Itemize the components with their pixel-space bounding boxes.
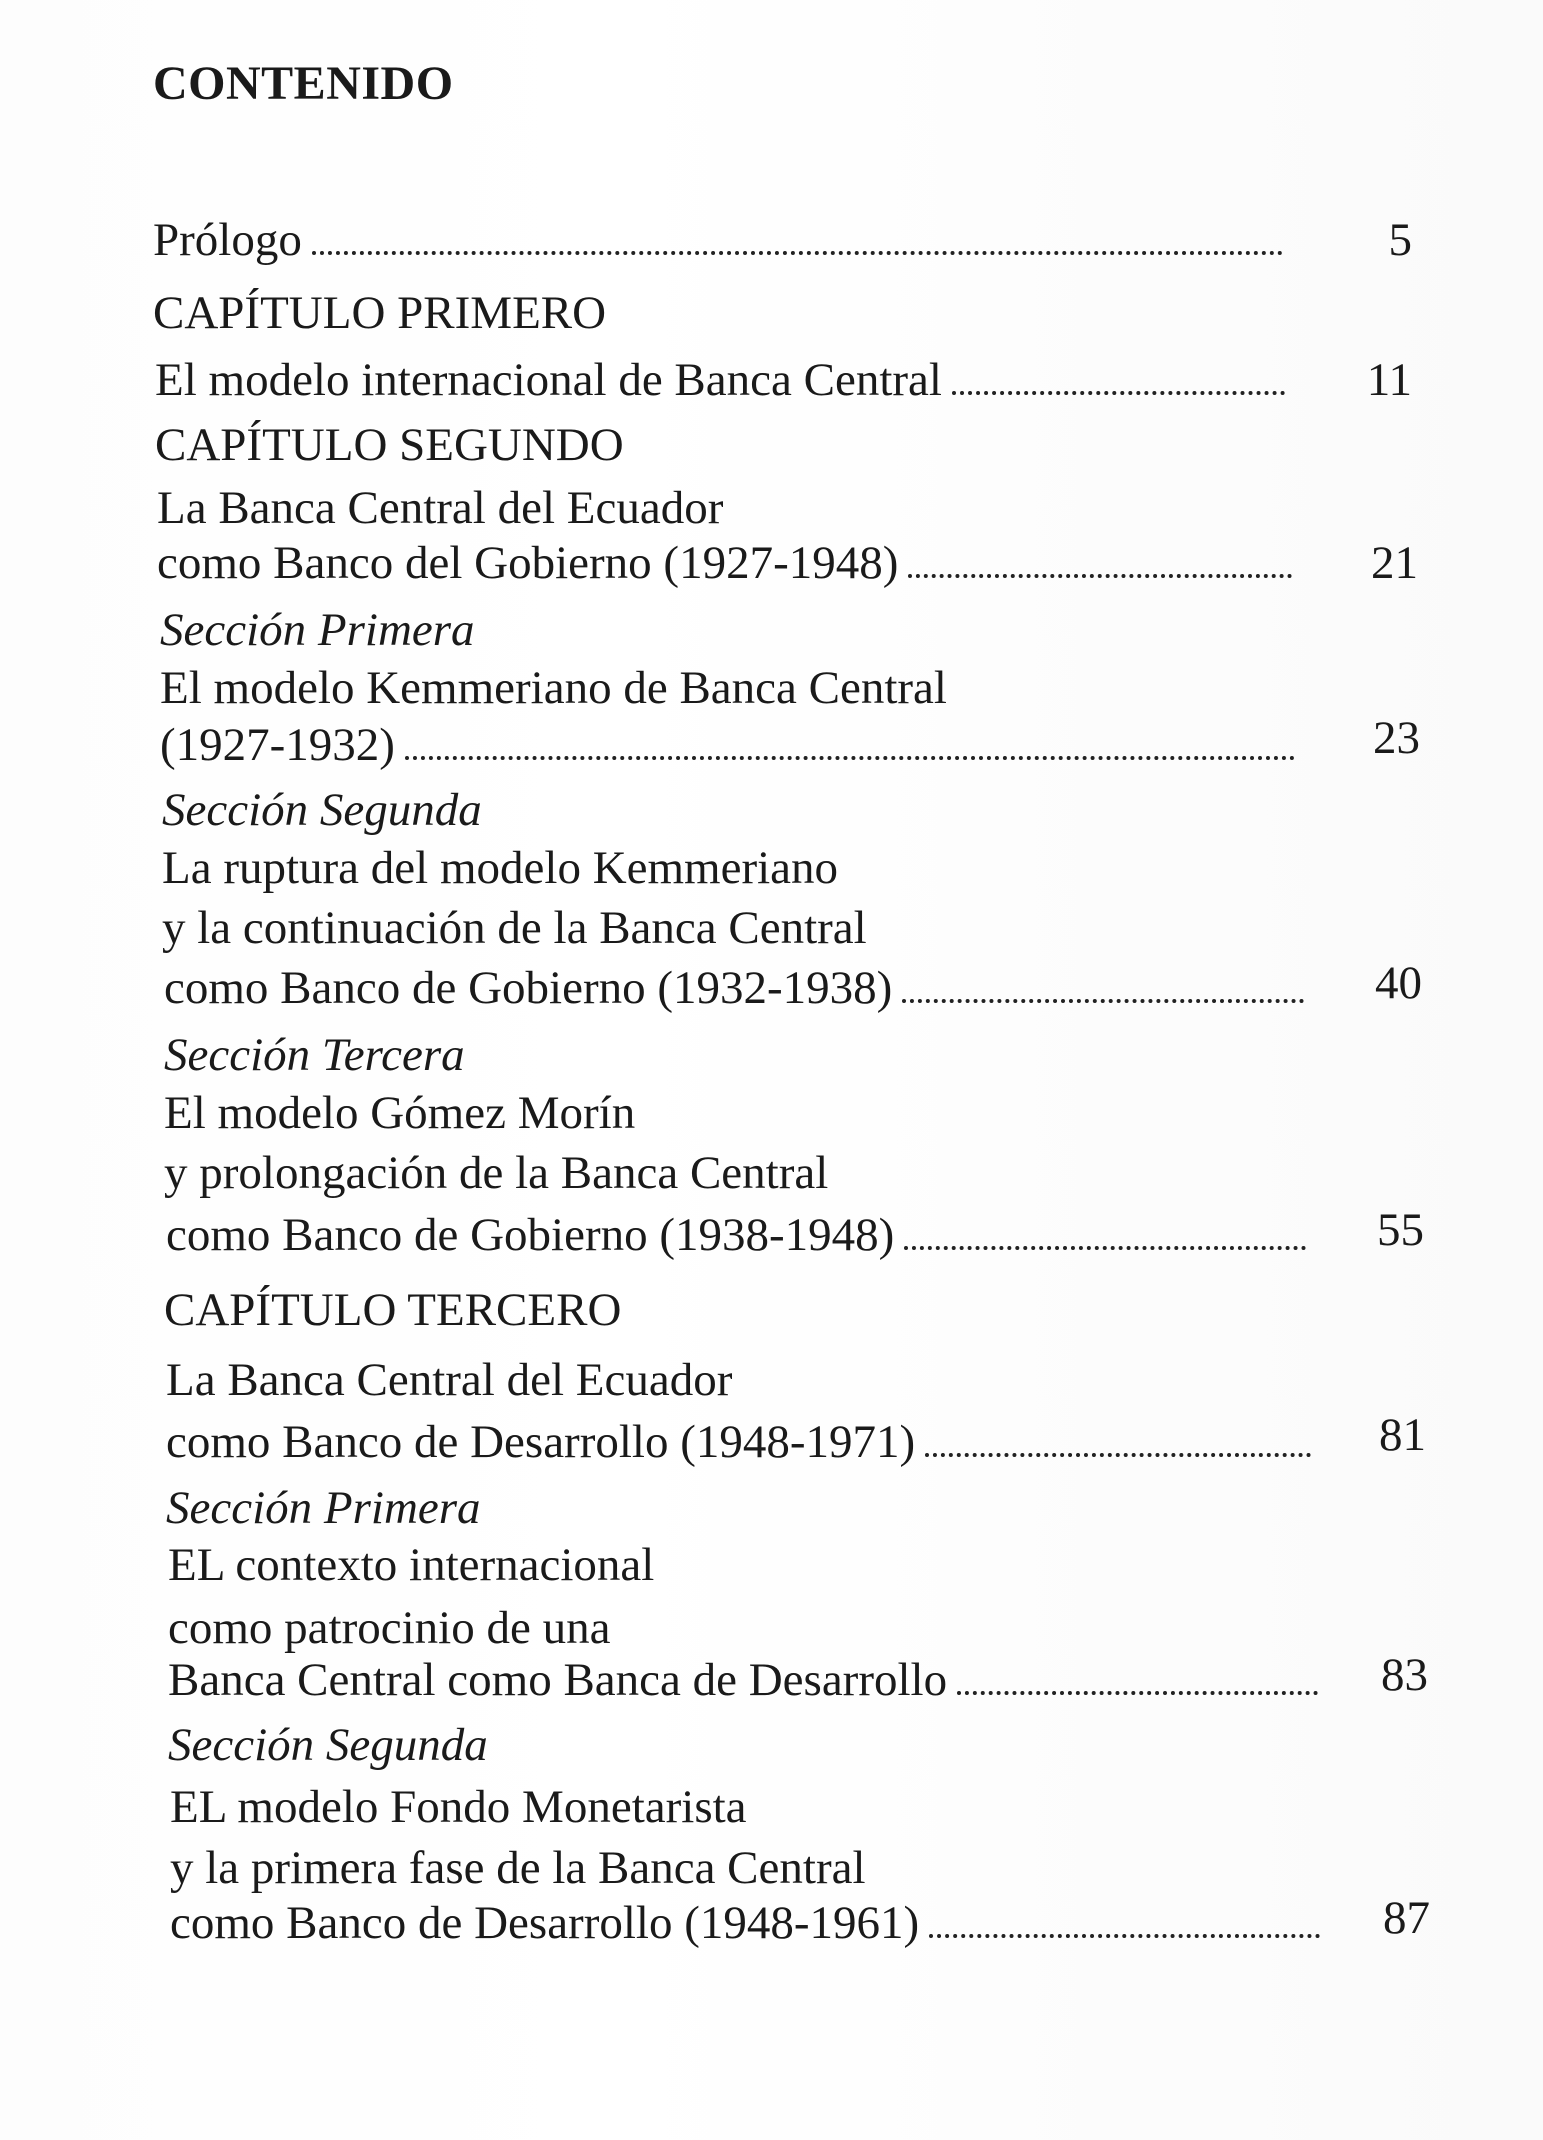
toc-entry bbox=[155, 350, 1295, 410]
section-heading: Sección Tercera bbox=[164, 1029, 465, 1081]
toc-line: La ruptura del modelo Kemmeriano bbox=[162, 842, 839, 894]
dot-leader bbox=[312, 251, 1283, 255]
toc-line: El modelo Gómez Morín bbox=[164, 1087, 636, 1139]
dot-leader bbox=[957, 1691, 1318, 1695]
section-heading: Sección Primera bbox=[160, 604, 475, 656]
toc-entry bbox=[160, 715, 1305, 775]
toc-line: y prolongación de la Banca Central bbox=[164, 1147, 829, 1199]
chapter-heading: CAPÍTULO PRIMERO bbox=[153, 287, 607, 339]
toc-page-number: 83 bbox=[1381, 1649, 1428, 1701]
toc-page-number: 81 bbox=[1379, 1409, 1426, 1461]
toc-entry-prologo bbox=[153, 210, 1293, 270]
toc-line: La Banca Central del Ecuador bbox=[166, 1354, 733, 1406]
dot-leader bbox=[405, 756, 1295, 760]
toc-line: y la continuación de la Banca Central bbox=[162, 902, 867, 954]
toc-entry bbox=[168, 1650, 1328, 1710]
dot-leader bbox=[925, 1453, 1311, 1457]
dot-leader bbox=[952, 391, 1285, 395]
toc-page-number: 11 bbox=[1366, 354, 1412, 406]
toc-entry-text: Prólogo bbox=[153, 214, 302, 266]
dot-leader bbox=[904, 1246, 1306, 1250]
toc-entry-text: como Banco del Gobierno (1927-1948) bbox=[157, 537, 899, 589]
section-heading: Sección Primera bbox=[166, 1482, 481, 1534]
toc-entry-text: como Banco de Desarrollo (1948-1971) bbox=[166, 1416, 916, 1468]
toc-entry-text: El modelo internacional de Banca Central bbox=[155, 354, 942, 406]
toc-entry-text: como Banco de Desarrollo (1948-1961) bbox=[170, 1897, 920, 1949]
toc-page-number: 87 bbox=[1383, 1892, 1430, 1944]
toc-entry bbox=[166, 1205, 1316, 1265]
toc-entry-text: como Banco de Gobierno (1932-1938) bbox=[164, 962, 893, 1014]
dot-leader bbox=[908, 574, 1292, 578]
toc-line: como patrocinio de una bbox=[168, 1602, 611, 1654]
dot-leader bbox=[929, 1934, 1320, 1938]
toc-page-number: 23 bbox=[1373, 712, 1420, 764]
toc-page-number: 55 bbox=[1377, 1204, 1424, 1256]
toc-entry bbox=[164, 958, 1314, 1018]
toc-entry-text: como Banco de Gobierno (1938-1948) bbox=[166, 1209, 895, 1261]
toc-entry-text: Banca Central como Banca de Desarrollo bbox=[168, 1654, 948, 1706]
toc-line: y la primera fase de la Banca Central bbox=[170, 1842, 866, 1894]
toc-page-number: 5 bbox=[1388, 214, 1412, 266]
dot-leader bbox=[902, 999, 1304, 1003]
page-title: CONTENIDO bbox=[153, 57, 454, 110]
toc-line: EL modelo Fondo Monetarista bbox=[170, 1781, 747, 1833]
section-heading: Sección Segunda bbox=[168, 1719, 488, 1771]
chapter-heading: CAPÍTULO TERCERO bbox=[164, 1284, 622, 1336]
toc-page-number: 21 bbox=[1371, 537, 1418, 589]
section-heading: Sección Segunda bbox=[162, 784, 482, 836]
toc-line: EL contexto internacional bbox=[168, 1539, 655, 1591]
toc-entry bbox=[157, 533, 1302, 593]
toc-line: El modelo Kemmeriano de Banca Central bbox=[160, 662, 947, 714]
toc-entry-text: (1927-1932) bbox=[160, 719, 395, 771]
toc-line: La Banca Central del Ecuador bbox=[157, 482, 724, 534]
toc-page-number: 40 bbox=[1375, 957, 1422, 1009]
chapter-heading: CAPÍTULO SEGUNDO bbox=[155, 419, 624, 471]
toc-entry bbox=[166, 1412, 1321, 1472]
toc-entry bbox=[170, 1893, 1330, 1953]
